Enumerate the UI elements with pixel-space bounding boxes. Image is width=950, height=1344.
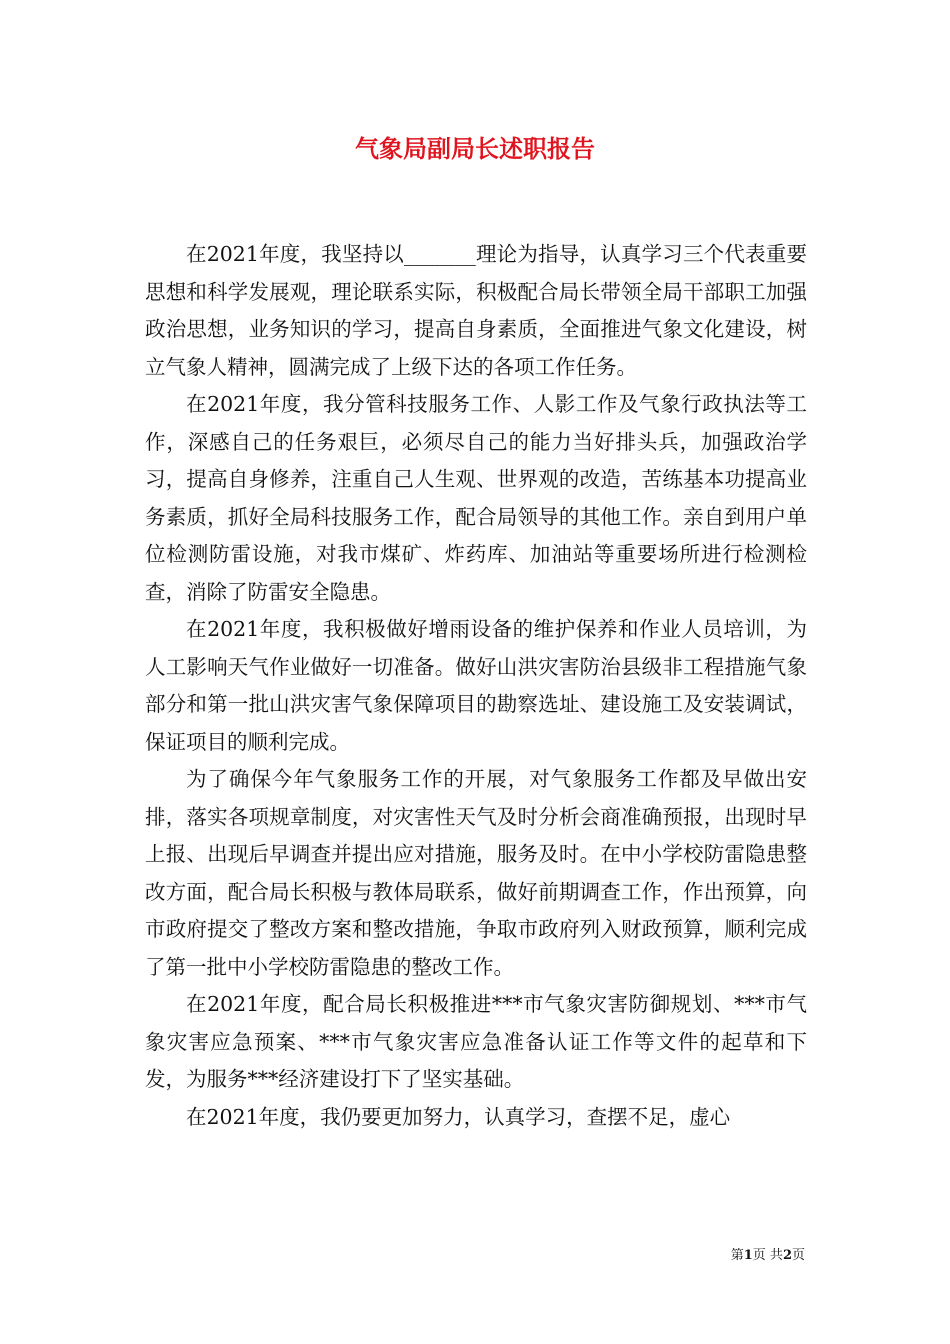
page-number-footer <box>731 1247 805 1265</box>
document-body <box>145 236 807 1136</box>
footer-prefix: 第 <box>730 1248 744 1263</box>
total-page-number: 2 <box>782 1248 792 1263</box>
footer-suffix: 页 <box>791 1248 805 1263</box>
paragraph-1: 在2021年度，我坚持以_______理论为指导，认真学习三个代表重要思想和科学发展观，理论联系实际，积极配合局长带领全局干部职工加强政治思想，业务知识的学习，提高自身素质，全面推进气象文化建设，树立气象人精神，圆满完成了上级下达的各项工作任务。 <box>145 242 807 379</box>
paragraph-6: 在2021年度，我仍要更加努力，认真学习，查摆不足，虚心 <box>186 1104 731 1129</box>
paragraph-4: 为了确保今年气象服务工作的开展，对气象服务工作都及早做出安排，落实各项规章制度，对灾害性天气及时分析会商准确预报，出现时早上报、出现后早调查并提出应对措施，服务及时。在中小学校防雷隐患整改方面，配合局长积极与教体局联系，做好前期调查工作，作出预算，向市政府提交了整改方案和整改措施，争取市政府列入财政预算，顺利完成了第一批中小学校防雷隐患的整改工作。 <box>145 767 807 979</box>
document-title: 气象局副局长述职报告 <box>355 134 595 163</box>
paragraph-3: 在2021年度，我积极做好增雨设备的维护保养和作业人员培训，为人工影响天气作业做好一切准备。做好山洪灾害防治县级非工程措施气象部分和第一批山洪灾害气象保障项目的勘察选址、建设施工及安装调试，保证项目的顺利完成。 <box>145 617 807 754</box>
paragraph-2: 在2021年度，我分管科技服务工作、人影工作及气象行政执法等工作，深感自己的任务艰巨，必须尽自己的能力当好排头兵，加强政治学习，提高自身修养，注重自己人生观、世界观的改造，苦练基本功提高业务素质，抓好全局科技服务工作，配合局领导的其他工作。亲自到用户单位检测防雷设施，对我市煤矿、炸药库、加油站等重要场所进行检测检查，消除了防雷安全隐患。 <box>145 392 807 604</box>
footer-middle: 页 共 <box>752 1248 783 1263</box>
current-page-number: 1 <box>743 1248 753 1263</box>
paragraph-5: 在2021年度，配合局长积极推进***市气象灾害防御规划、***市气象灾害应急预案、***市气象灾害应急准备认证工作等文件的起草和下发，为服务***经济建设打下了坚实基础。 <box>145 992 807 1091</box>
